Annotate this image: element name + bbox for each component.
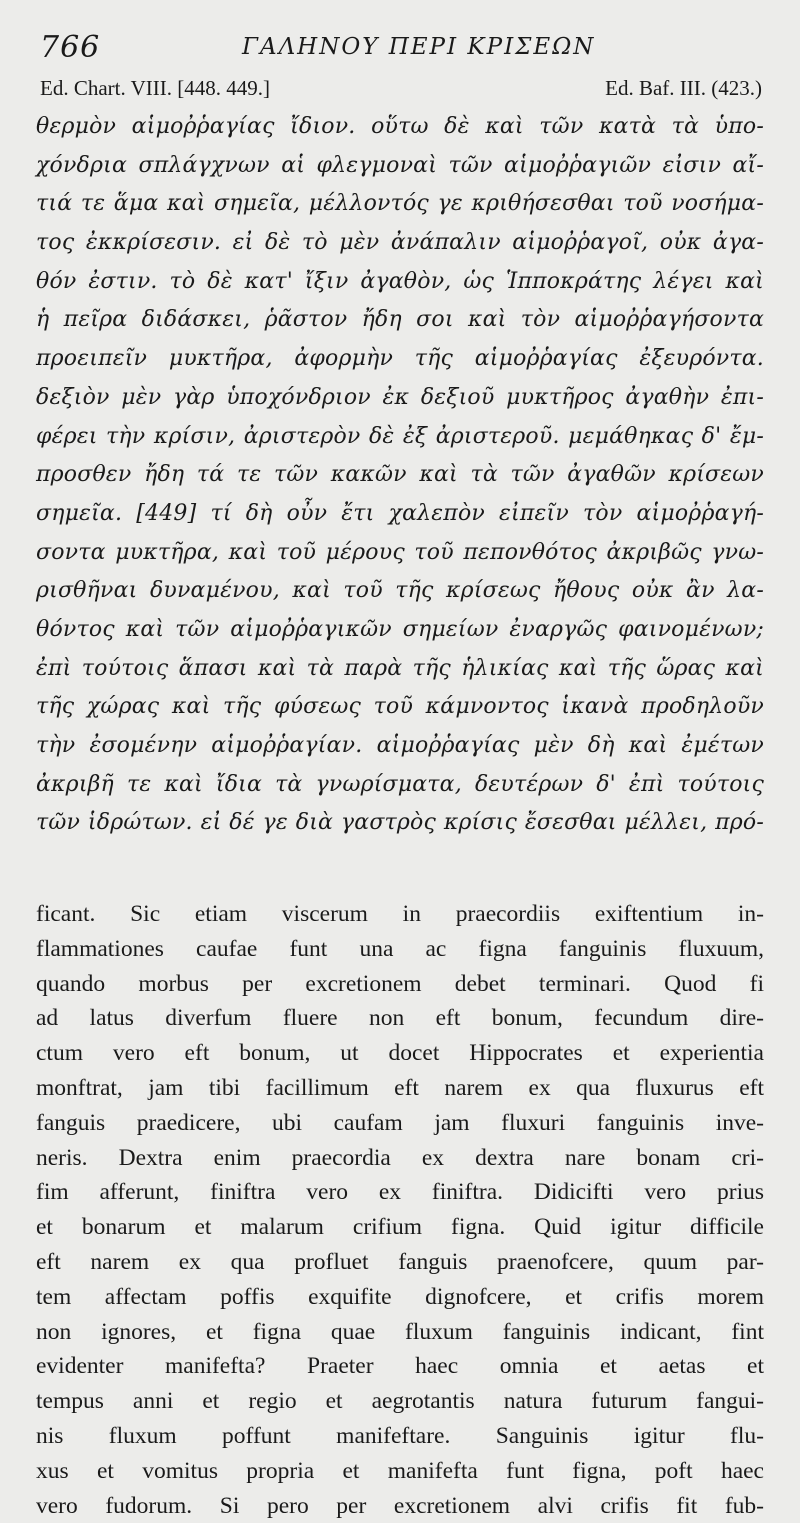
edition-reference-basel: Ed. Baf. III. (423.)	[605, 76, 762, 100]
greek-text-line: δεξιὸν μὲν γὰρ ὑποχόνδριον ἐκ δεξιοῦ μυκτῆρος ἀγαθὴν ἐπι-	[36, 384, 764, 410]
latin-text-line: vero fudorum. Si pero per excretionem alvi crifis fit fub-	[36, 1492, 764, 1519]
greek-text-line: σοντα μυκτῆρα, καὶ τοῦ μέρους τοῦ πεπονθότος ἀκριβῶς γνω-	[36, 539, 764, 565]
greek-text-line: φέρει τὴν κρίσιν, ἀριστερὸν δὲ ἐξ ἀριστεροῦ. μεμάθηκας δ' ἔμ-	[36, 423, 764, 449]
greek-text-line: τὴν ἐσομένην αἱμοῤῥαγίαν. αἱμοῤῥαγίας μὲν δὴ καὶ ἐμέτων	[36, 733, 764, 758]
latin-text-line: monftrat, jam tibi facillimum eft narem ex qua fluxurus eft	[36, 1075, 764, 1102]
greek-text-block	[36, 108, 764, 843]
column-gap	[36, 843, 764, 897]
latin-text-line: ctum vero eft bonum, ut docet Hippocrates et experientia	[36, 1040, 764, 1067]
latin-text-line: ad latus diverfum fluere non eft bonum, fecundum dire-	[36, 1005, 764, 1032]
latin-text-line: fanguis praedicere, ubi caufam jam fluxuri fanguinis inve-	[36, 1109, 764, 1136]
latin-text-line: et bonarum et malarum crifium figna. Quid igitur difficile	[36, 1214, 764, 1241]
greek-text-line: θόντος καὶ τῶν αἱμοῤῥαγικῶν σημείων ἐναργῶς φαινομένων;	[36, 616, 764, 642]
latin-text-line: quando morbus per excretionem debet terminari. Quod fi	[36, 970, 764, 997]
edition-reference-chartier: Ed. Chart. VIII. [448. 449.]	[40, 76, 270, 100]
greek-text-line: χόνδρια σπλάγχνων αἱ φλεγμοναὶ τῶν αἱμοῤῥαγιῶν εἰσιν αἴ-	[36, 152, 764, 178]
latin-text-line: ficant. Sic etiam viscerum in praecordiis exiftentium in-	[36, 901, 764, 928]
latin-text-line: flammationes caufae funt una ac figna fanguinis fluxuum,	[36, 935, 764, 962]
greek-text-line: τῆς χώρας καὶ τῆς φύσεως τοῦ κάμνοντος ἱκανὰ προδηλοῦν	[36, 694, 764, 720]
greek-text-line: προειπεῖν μυκτῆρα, ἀφορμὴν τῆς αἱμοῤῥαγίας ἐξευρόντα.	[36, 346, 764, 372]
latin-text-line: xus et vomitus propria et manifefta funt figna, poft haec	[36, 1457, 764, 1484]
greek-text-line: ἐπὶ τούτοις ἅπασι καὶ τὰ παρὰ τῆς ἡλικίας καὶ τῆς ὥρας καὶ	[36, 655, 764, 681]
page-number: 766	[40, 30, 101, 65]
latin-text-line: eft narem ex qua profluet fanguis praenofcere, quum par-	[36, 1249, 764, 1276]
latin-text-line: non ignores, et figna quae fluxum fanguinis indicant, fint	[36, 1318, 764, 1345]
greek-text-line: προσθεν ἤδη τά τε τῶν κακῶν καὶ τὰ τῶν ἀγαθῶν κρίσεων	[36, 462, 764, 488]
greek-text-line: ἡ πεῖρα διδάσκει, ῥᾶστον ἤδη σοι καὶ τὸν αἱμοῤῥαγήσοντα	[36, 307, 764, 333]
greek-text-line: σημεῖα. [449] τί δὴ οὖν ἔτι χαλεπὸν εἰπεῖν τὸν αἱμοῤῥαγή-	[36, 500, 764, 526]
latin-text-block	[36, 897, 764, 1523]
greek-text-line: θερμὸν αἱμοῤῥαγίας ἴδιον. οὕτω δὲ καὶ τῶν κατὰ τὰ ὑπο-	[36, 114, 764, 139]
greek-text-line: τῶν ἱδρώτων. εἰ δέ γε διὰ γαστρὸς κρίσις ἔσεσθαι μέλλει, πρό-	[36, 810, 764, 836]
greek-text-line: τος ἐκκρίσεσιν. εἰ δὲ τὸ μὲν ἀνάπαλιν αἱμοῤῥαγοῖ, οὐκ ἀγα-	[36, 230, 764, 256]
greek-text-line: τιά τε ἅμα καὶ σημεῖα, μέλλοντός γε κριθήσεσθαι τοῦ νοσήμα-	[36, 191, 764, 217]
latin-text-line: fim afferunt, finiftra vero ex finiftra. Didicifti vero prius	[36, 1179, 764, 1206]
greek-text-line: ρισθῆναι δυναμένου, καὶ τοῦ τῆς κρίσεως ἤθους οὐκ ἂν λα-	[36, 578, 764, 604]
latin-text-line: tem affectam poffis exquifite dignofcere, et crifis morem	[36, 1283, 764, 1310]
page-header	[36, 28, 764, 74]
edition-reference-row	[36, 74, 764, 108]
running-title: ΓΑΛΗΝΟΥ ΠΕΡΙ ΚΡΙΣΕΩΝ	[242, 34, 596, 60]
greek-text-line: ἀκριβῆ τε καὶ ἴδια τὰ γνωρίσματα, δευτέρων δ' ἐπὶ τούτοις	[36, 771, 764, 797]
latin-text-line: neris. Dextra enim praecordia ex dextra nare bonam cri-	[36, 1144, 764, 1171]
greek-text-line: θόν ἐστιν. τὸ δὲ κατ' ἴξιν ἀγαθὸν, ὡς Ἱπποκράτης λέγει καὶ	[36, 268, 764, 294]
latin-text-line: nis fluxum poffunt manifeftare. Sanguinis igitur flu-	[36, 1423, 764, 1450]
latin-text-line: evidenter manifefta? Praeter haec omnia et aetas et	[36, 1353, 764, 1380]
latin-text-line: tempus anni et regio et aegrotantis natura futurum fangui-	[36, 1388, 764, 1415]
